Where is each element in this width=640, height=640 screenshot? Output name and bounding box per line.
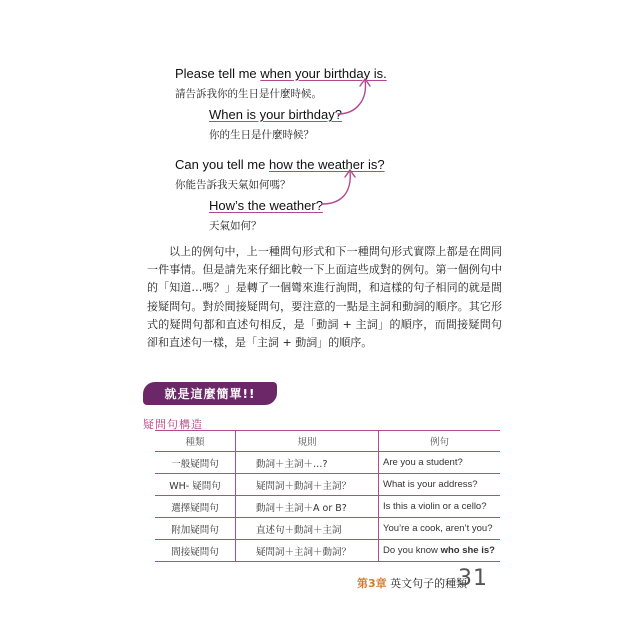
header-example: 例句 (379, 431, 501, 452)
row-example: You’re a cook, aren’t you? (379, 518, 501, 540)
row-example-bold: who she is? (440, 545, 495, 556)
example-4-english (209, 198, 323, 213)
example-3-prefix: Can you tell me (175, 157, 269, 172)
table-title: 疑問句構造 (143, 418, 203, 431)
row-example: What is your address? (379, 474, 501, 496)
example-4-underlined: How’s the weather? (209, 198, 323, 213)
row-example-text: Do you know (383, 545, 441, 556)
row-rule: 動詞＋主詞＋…? (236, 452, 379, 474)
row-example: Is this a violin or a cello? (379, 496, 501, 518)
question-structure-table (155, 430, 500, 562)
row-rule: 動詞＋主詞＋A or B? (236, 496, 379, 518)
header-rule: 規則 (236, 431, 379, 452)
example-4-chinese: 天氣如何？ (209, 220, 262, 232)
table-header-row (155, 431, 500, 452)
example-3-chinese: 你能告訴我天氣如何嗎？ (175, 179, 291, 191)
example-2-underlined: When is your birthday? (209, 107, 342, 122)
table-row (155, 518, 500, 540)
banner-its-that-simple: 就是這麼簡單!! (143, 382, 277, 405)
row-rule: 疑問詞＋主詞＋動詞？ (236, 540, 379, 562)
table-row (155, 496, 500, 518)
page-number: 31 (458, 566, 488, 591)
example-2-english (209, 107, 342, 122)
example-1-underlined: when your birthday is. (260, 66, 387, 81)
chapter-title: 英文句子的種類 (390, 577, 468, 590)
example-1-english (175, 66, 387, 81)
arrow-1-curve (338, 80, 365, 114)
row-example: Are you a student? (379, 452, 501, 474)
chapter-footer (357, 575, 467, 591)
row-type: 附加疑問句 (155, 518, 236, 540)
table-row (155, 474, 500, 496)
example-3-underlined: how the weather is? (268, 157, 385, 172)
row-type: 一般疑問句 (155, 452, 236, 474)
example-3-english (175, 157, 385, 172)
chapter-label: 第3章 (357, 577, 387, 590)
arrow-2-curve (322, 171, 350, 204)
row-rule: 直述句＋動詞＋主詞 (236, 518, 379, 540)
row-type: WH- 疑問句 (155, 474, 236, 496)
row-type: 選擇疑問句 (155, 496, 236, 518)
example-1-chinese: 請告訴我你的生日是什麼時候。 (175, 88, 322, 100)
table-row (155, 452, 500, 474)
row-type: 間接疑問句 (155, 540, 236, 562)
example-1-prefix: Please tell me (175, 66, 261, 81)
header-type: 種類 (155, 431, 236, 452)
explanation-paragraph: 以上的例句中，上一種問句形式和下一種問句形式實際上都是在問同一件事情。但是請先來仔細比較一下上面這些成對的例句。第一個例句中的「知道…嗎？」是轉了一個彎來進行詢問，和這樣的句子相同的就是間接疑問句。對於間接疑問句，要注意的一點是主詞和動詞的順序。其它形式的疑問句都和直述句相反，是「動詞 + 主詞」的順序，而間接疑問句卻和直述句一樣，是「主詞 + 動詞」的順序。 (147, 245, 502, 350)
row-example (379, 540, 501, 562)
row-rule: 疑問詞＋動詞＋主詞？ (236, 474, 379, 496)
table-row (155, 540, 500, 562)
example-2-chinese: 你的生日是什麼時候？ (209, 129, 314, 141)
